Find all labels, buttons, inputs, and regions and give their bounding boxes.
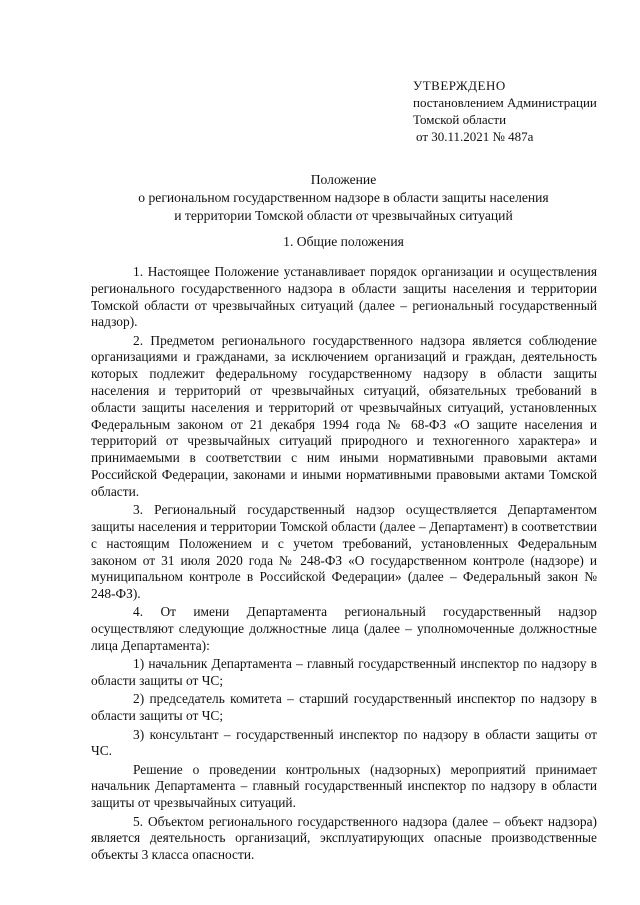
approval-title: УТВЕРЖДЕНО: [413, 78, 506, 93]
approval-line-decree: постановлением Администрации: [413, 95, 597, 110]
list-item-1: 1) начальник Департамента – главный государственный инспектор по надзору в области защиты от ЧС;: [91, 656, 597, 689]
title-line-3: и территории Томской области от чрезвычайных ситуаций: [174, 208, 513, 223]
paragraph-2: 2. Предметом регионального государственного надзора является соблюдение организациями и гражданами, за исключением организаций и граждан, деятельность которых подлежит федеральному государственному надзору в области защиты населения и территорий от чрезвычайных ситуаций, обязательных требований в области защиты населения и территорий от чрезвычайных ситуаций, установленных Федеральным законом от 21 декабря 1994 года № 68-ФЗ «О защите населения и территорий от чрезвычайных ситуаций природного и техногенного характера» и принимаемыми в соответствии с ним иными нормативными правовыми актами Российской Федерации, законами и иными нормативными правовыми актами Томской области.: [91, 332, 597, 499]
approval-line-date: от 30.11.2021 № 487а: [416, 129, 534, 144]
document-title: [90, 171, 597, 225]
list-item-2: 2) председатель комитета – старший государственный инспектор по надзору в области защиты от ЧС;: [91, 691, 597, 724]
title-line-2: о региональном государственном надзоре в области защиты населения: [138, 190, 549, 205]
decision-paragraph: Решение о проведении контрольных (надзорных) мероприятий принимает начальник Департамента – главный государственный инспектор по надзору в области защиты от чрезвычайных ситуаций.: [91, 761, 597, 811]
section-heading: 1. Общие положения: [283, 234, 404, 249]
title-line-1: Положение: [310, 172, 377, 187]
paragraph-1: 1. Настоящее Положение устанавливает порядок организации и осуществления регионального государственного надзора в области защиты населения и территории Томской области от чрезвычайных ситуаций (далее – региональный государственный надзор).: [91, 264, 597, 330]
section-body: [91, 264, 597, 865]
paragraph-3: 3. Региональный государственный надзор осуществляется Департаментом защиты населения и территории Томской области (далее – Департамент) в соответствии с настоящим Положением и с учетом требований, установленных Федеральным законом от 31 июля 2020 года № 248-ФЗ «О государственном контроле (надзоре) и муниципальном контроле в Российской Федерации» (далее – Федеральный закон № 248-ФЗ).: [91, 502, 597, 602]
approval-stamp: [413, 77, 628, 145]
approval-line-region: Томской области: [413, 112, 507, 127]
paragraph-5: 5. Объектом регионального государственного надзора (далее – объект надзора) является деятельность организаций, эксплуатирующих опасные производственные объекты 3 класса опасности.: [91, 813, 597, 863]
paragraph-4: 4. От имени Департамента региональный государственный надзор осуществляют следующие должностные лица (далее – уполномоченные должностные лица Департамента):: [91, 604, 597, 654]
list-item-3: 3) консультант – государственный инспектор по надзору в области защиты от ЧС.: [91, 726, 597, 759]
